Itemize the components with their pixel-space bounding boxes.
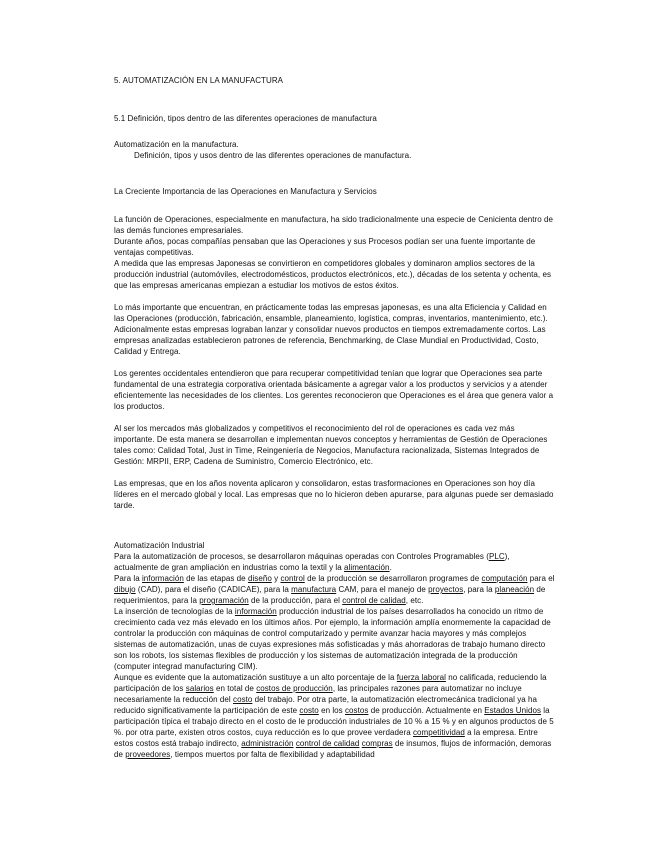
automation-paragraph-costs: Aunque es evidente que la automatización sustituye a un alto porcentaje de la fuerza laboral no calificada, reduciendo la participación de los salarios en total de costos de producción, las principales razones para automatizar no incluye necesariamente la reducción del costo del trabajo. Por otra parte, la automatización electromecánica tradicional ya ha reducido significativamente la participación de este costo en los costos de producción. Actualmente en Estados Unidos la participación típica el trabajo directo en el costo de le producción industriales de 10 % a 15 % y en algunos productos de 5 %. por otra parte, existen otros costos, cuya reducción es lo que provee verdadera competitividad a la empresa. Entre estos costos está trabajo indirecto, administración control de calidad compras de insumos, flujos de información, demoras de proveedores, tiempos muertos por falta de flexibilidad y adaptabilidad: [114, 673, 554, 759]
intro-title: Automatización en la manufactura.: [114, 140, 239, 149]
section-title: La Creciente Importancia de las Operaciones en Manufactura y Servicios: [114, 187, 377, 196]
paragraph: La función de Operaciones, especialmente en manufactura, ha sido tradicionalmente una especie de Cenicienta dentro de las demás funciones empresariales.: [114, 215, 554, 235]
link-costo-2[interactable]: costo: [299, 706, 319, 715]
paragraph: Adicionalmente estas empresas lograban lanzar y consolidar nuevos productos en tiempos extremadamente cortos. Las empresas analizadas establecieron patrones de referencia, Benchmarking, de Clase Mundial en Productividad, Costo, Calidad y Entrega.: [114, 325, 546, 356]
link-proveedores[interactable]: proveedores: [125, 750, 171, 759]
paragraph: Al ser los mercados más globalizados y competitivos el reconocimiento del rol de operaciones es cada vez más importante. De esta manera se desarrollan e implementan nuevos conceptos y herramientas de Gestión de Operaciones tales como: Calidad Total, Just in Time, Reingeniería de Negocios, Manufactura racionalizada, Sistemas Integrados de Gestión: MRPII, ERP, Cadena de Suministro, Comercio Electrónico, etc.: [114, 424, 548, 466]
link-costos[interactable]: costos: [345, 706, 369, 715]
link-computacion[interactable]: computación: [481, 574, 528, 583]
link-plc[interactable]: PLC: [488, 552, 505, 561]
link-proyectos[interactable]: proyectos: [428, 585, 464, 594]
section-heading: 5.1 Definición, tipos dentro de las diferentes operaciones de manufactura: [114, 114, 377, 123]
chapter-heading: 5. AUTOMATIZACIÓN EN LA MANUFACTURA: [114, 76, 284, 85]
link-administracion[interactable]: administración: [241, 739, 294, 748]
intro-definition: Definición, tipos y usos dentro de las diferentes operaciones de manufactura.: [134, 151, 412, 160]
paragraph: Lo más importante que encuentran, en prácticamente todas las empresas japonesas, es una alta Eficiencia y Calidad en las Operaciones (producción, fabricación, ensamble, planeamiento, logística, compras, inventarios, mantenimiento, etc.).: [114, 303, 548, 323]
link-informacion[interactable]: información: [141, 574, 184, 583]
link-control[interactable]: control: [280, 574, 305, 583]
link-control-de-calidad-2[interactable]: control de calidad: [295, 739, 360, 748]
link-planeacion[interactable]: planeación: [494, 585, 535, 594]
paragraph: Los gerentes occidentales entendieron que para recuperar competitividad tenían que lograr que Operaciones sea parte fundamental de una estrategia corporativa orientada básicamente a agregar valor a los productos y servicios y a atender eficientemente las necesidades de los clientes. Los gerentes reconocieron que Operaciones es el área que genera valor a los productos.: [114, 369, 554, 411]
link-diseno[interactable]: diseño: [247, 574, 272, 583]
paragraph: Durante años, pocas compañías pensaban que las Operaciones y sus Procesos podían ser una fuente importante de ventajas competitivas.: [114, 237, 536, 257]
link-control-de-calidad[interactable]: control de calidad: [342, 596, 406, 605]
link-programacion[interactable]: programación: [199, 596, 249, 605]
automation-paragraph-plc: Para la automatización de procesos, se desarrollaron máquinas operadas con Controles Programables (PLC), actualmente de gran ampliación en industrias como la textil y la alimentación.: [114, 552, 510, 572]
paragraph: Las empresas, que en los años noventa aplicaron y consolidaron, estas trasformaciones en Operaciones son hoy día líderes en el mercado global y local. Las empresas que no lo hicieron deben apurarse, para algunas puede ser demasiado tarde.: [114, 479, 554, 510]
link-fuerza-laboral[interactable]: fuerza laboral: [396, 673, 446, 682]
link-costo[interactable]: costo: [233, 695, 253, 704]
link-manufactura[interactable]: manufactura: [291, 585, 337, 594]
link-dibujo[interactable]: dibujo: [114, 585, 136, 594]
link-costos-de-produccion[interactable]: costos de producción: [256, 684, 333, 693]
automation-paragraph-software: Para la información de las etapas de diseño y control de la producción se desarrollaron programes de computación para el dibujo (CAD), para el diseño (CADICAE), para la manufactura CAM, para el manejo de proyectos, para la planeación de requerimientos, para la programación de la producción, para el control de calidad, etc.: [114, 574, 555, 605]
paragraph: A medida que las empresas Japonesas se convirtieron en competidores globales y dominaron amplios sectores de la producción industrial (automóviles, electrodomésticos, productos electrónicos, etc.), décadas de los setenta y ochenta, es que las empresas americanas empiezan a estudiar los motivos de estos éxitos.: [114, 259, 551, 290]
link-estados-unidos[interactable]: Estados Unidos: [484, 706, 542, 715]
link-alimentacion[interactable]: alimentación: [344, 563, 390, 572]
link-compras[interactable]: compras: [361, 739, 393, 748]
link-informacion-2[interactable]: información: [234, 607, 277, 616]
link-salarios[interactable]: salarios: [185, 684, 214, 693]
automation-paragraph-it: La inserción de tecnologías de la información producción industrial de los países desarrollados ha conocido un ritmo de crecimiento cada vez más elevado en los últimos años. Por ejemplo, la información amplía enormemente la capacidad de controlar la producción con máquinas de control computarizado y permite avanzar hacia mayores y más complejos sistemas de automatización, unas de cuyas expresiones más sofisticadas y más ahorradoras de trabajo humano directo son los robots, los sistemas flexibles de producción y los sistemas de automatización integrada de la producción (computer integrad manufacturing CIM).: [114, 607, 551, 671]
automation-title: Automatización Industrial: [114, 541, 205, 550]
link-competitividad[interactable]: competitividad: [412, 728, 465, 737]
